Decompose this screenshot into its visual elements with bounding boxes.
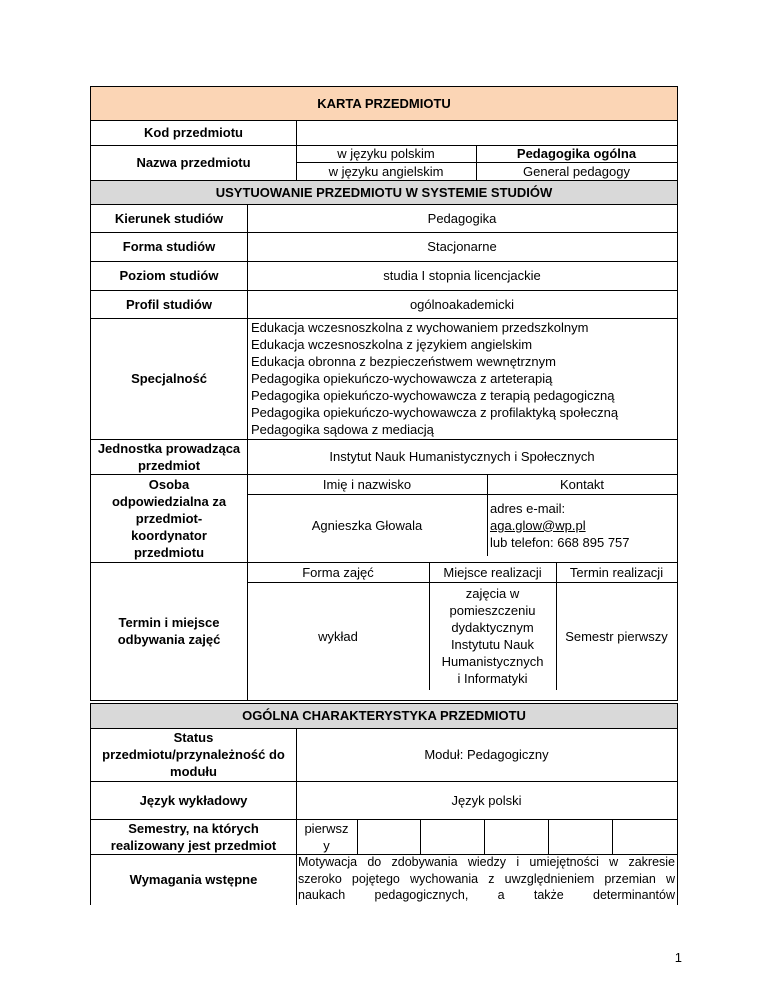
kod-label: Kod przedmiotu <box>144 125 243 140</box>
page-number: 1 <box>674 950 682 965</box>
specjalnosc-list <box>247 318 677 439</box>
osoba-label <box>91 474 247 562</box>
semestry-label <box>91 819 296 854</box>
table-border <box>90 819 678 820</box>
osoba-email-link[interactable]: aga.glow@wp.pl <box>490 517 586 533</box>
osoba-label-line: koordynator <box>131 527 207 543</box>
profil-label: Profil studiów <box>126 296 212 312</box>
nazwa-en-value: General pedagogy <box>523 163 630 179</box>
table-border <box>420 819 421 854</box>
wymagania-text <box>298 854 675 904</box>
poziom-value: studia I stopnia licencjackie <box>383 268 541 283</box>
semestr-first-cell <box>296 819 357 854</box>
nazwa-label: Nazwa przedmiotu <box>136 155 251 170</box>
table-border <box>247 204 248 701</box>
osoba-name-header: Imię i nazwisko <box>322 476 412 492</box>
osoba-label-line: Osoba <box>148 476 190 492</box>
specjalnosc-item: Pedagogika sądowa z mediacją <box>251 422 434 437</box>
specjalnosc-item: Pedagogika opiekuńczo-wychowawcza z terapią pedagogiczną <box>251 388 615 403</box>
table-border <box>90 474 678 475</box>
table-border <box>677 703 678 905</box>
table-border <box>90 703 91 905</box>
miejsce-line: zajęcia w <box>465 586 520 601</box>
status-value: Moduł: Pedagogiczny <box>424 747 549 762</box>
specjalnosc-item: Pedagogika opiekuńczo-wychowawcza z profilaktyką społeczną <box>251 405 619 420</box>
miejsce-line: Humanistycznych <box>441 654 544 669</box>
termin-miejsce-header: Miejsce realizacji <box>443 564 542 580</box>
table-border <box>247 494 678 495</box>
forma-label: Forma studiów <box>122 239 216 254</box>
miejsce-line: dydaktycznym <box>451 620 534 635</box>
status-label-line: modułu <box>170 764 217 779</box>
table-border <box>296 162 678 163</box>
semestr-first-line: pierwsz <box>304 820 349 836</box>
table-border <box>548 819 549 854</box>
termin-miejsce-value <box>429 582 556 690</box>
table-border <box>90 700 678 701</box>
table-border <box>90 439 678 440</box>
specjalnosc-item: Edukacja obronna z bezpieczeństwem wewnętrznym <box>251 354 556 369</box>
specjalnosc-item: Edukacja wczesnoszkolna z językiem angielskim <box>251 337 533 352</box>
termin-forma-value: wykład <box>318 628 358 644</box>
nazwa-en-label: w języku angielskim <box>328 163 444 179</box>
termin-label <box>91 562 247 700</box>
table-border <box>90 854 678 855</box>
jednostka-label-line: przedmiot <box>137 457 201 473</box>
table-border <box>90 318 678 319</box>
nazwa-pl-value: Pedagogika ogólna <box>516 146 637 161</box>
miejsce-line: i Informatyki <box>457 671 528 686</box>
wymagania-line: naukach pedagogicznych, a także determinantów <box>298 888 675 902</box>
table-border <box>90 145 678 146</box>
table-border <box>90 728 678 729</box>
miejsce-line: Instytutu Nauk <box>450 637 535 652</box>
jednostka-label <box>91 439 247 474</box>
jednostka-value: Instytut Nauk Humanistycznych i Społecznych <box>329 449 595 464</box>
table-border <box>487 474 488 556</box>
osoba-label-line: przedmiotu <box>133 544 205 560</box>
table-border <box>90 86 91 701</box>
miejsce-line: pomieszczeniu <box>449 603 536 618</box>
table-border <box>296 120 297 180</box>
document-title: KARTA PRZEDMIOTU <box>91 86 677 120</box>
wymagania-line: Motywacja do zdobywania wiedzy i umiejętności w zakresie <box>298 855 675 869</box>
status-label-line: przedmiotu/przynależność do <box>102 747 285 762</box>
semestry-label-line: Semestry, na których <box>128 820 259 836</box>
table-border <box>90 204 678 205</box>
termin-termin-header: Termin realizacji <box>569 564 664 580</box>
table-border <box>90 120 678 121</box>
kierunek-value: Pedagogika <box>427 210 497 226</box>
status-label <box>91 728 296 781</box>
profil-value: ogólnoakademicki <box>409 296 515 312</box>
osoba-contact <box>487 494 677 556</box>
semestr-first-line: y <box>323 837 330 853</box>
forma-value: Stacjonarne <box>427 239 497 254</box>
section-header-charakterystyka: OGÓLNA CHARAKTERYSTYKA PRZEDMIOTU <box>91 703 677 728</box>
kod-value <box>296 120 677 145</box>
osoba-name: Agnieszka Głowala <box>311 517 423 533</box>
table-border <box>476 145 477 180</box>
table-border <box>90 781 678 782</box>
jezyk-value: Język polski <box>451 792 522 808</box>
jezyk-label: Język wykładowy <box>139 792 248 808</box>
table-border <box>90 562 678 563</box>
osoba-email-label: adres e-mail: <box>490 500 566 516</box>
table-border <box>556 562 557 690</box>
table-border <box>484 819 485 854</box>
specjalnosc-label: Specjalność <box>131 371 207 386</box>
table-border <box>612 819 613 854</box>
table-border <box>90 180 678 181</box>
table-border <box>90 290 678 291</box>
status-label-line: Status <box>173 730 214 745</box>
table-border <box>90 703 678 704</box>
table-border <box>90 86 678 87</box>
nazwa-pl-label: w języku polskim <box>337 146 435 161</box>
semestry-label-line: realizowany jest przedmiot <box>110 837 277 853</box>
table-border <box>90 232 678 233</box>
termin-label-line: Termin i miejsce <box>118 615 220 630</box>
table-border <box>247 582 678 583</box>
table-border <box>357 819 358 854</box>
jednostka-label-line: Jednostka prowadząca <box>97 440 241 456</box>
termin-termin-value: Semestr pierwszy <box>565 628 668 644</box>
table-border <box>677 86 678 701</box>
poziom-label: Poziom studiów <box>119 268 219 283</box>
specjalnosc-item: Edukacja wczesnoszkolna z wychowaniem przedszkolnym <box>251 320 589 335</box>
table-border <box>429 562 430 690</box>
osoba-label-line: przedmiot- <box>135 510 203 526</box>
section-header-usytuowanie: USYTUOWANIE PRZEDMIOTU W SYSTEMIE STUDIÓW <box>91 180 677 204</box>
osoba-phone: lub telefon: 668 895 757 <box>490 534 630 550</box>
kierunek-label: Kierunek studiów <box>114 210 224 226</box>
specjalnosc-item: Pedagogika opiekuńczo-wychowawcza z arteterapią <box>251 371 553 386</box>
termin-label-line: odbywania zajęć <box>117 632 221 647</box>
osoba-label-line: odpowiedzialna za <box>111 493 227 509</box>
termin-forma-header: Forma zajęć <box>302 564 374 580</box>
wymagania-label: Wymagania wstępne <box>129 871 258 887</box>
osoba-contact-header: Kontakt <box>559 476 605 492</box>
wymagania-line: szeroko pojętego wychowania z uwzględnieniem przemian w <box>298 871 675 886</box>
table-border <box>296 728 297 905</box>
table-border <box>90 261 678 262</box>
